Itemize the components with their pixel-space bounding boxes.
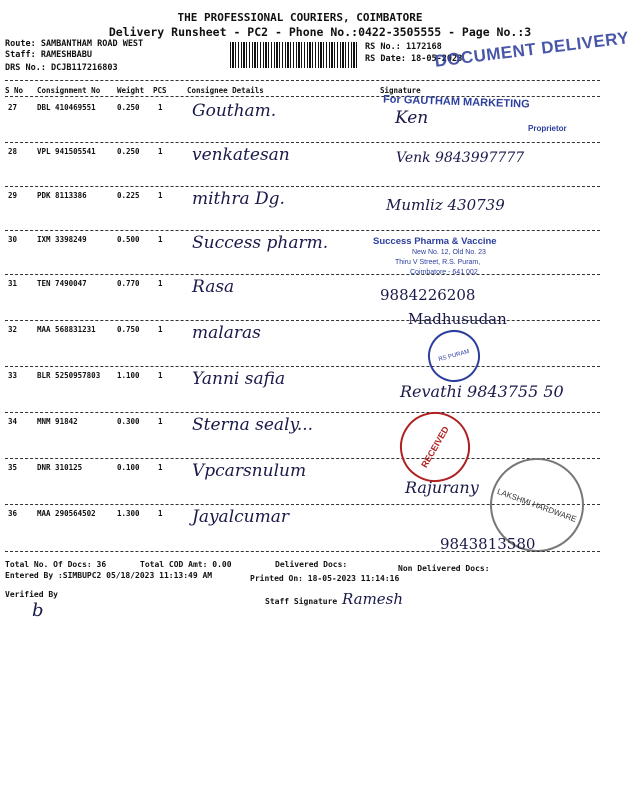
- verified-signature: b: [32, 600, 44, 621]
- row-weight: 1.100: [117, 371, 140, 380]
- document-delivery-stamp: DOCUMENT DELIVERY: [433, 28, 630, 71]
- col-consignment: Consignment No: [37, 86, 101, 95]
- success-pharma-address3: Coimbatore - 641 002: [410, 269, 478, 276]
- printed-on: Printed On: 18-05-2023 11:14:16: [250, 574, 400, 583]
- row-consignment-no: DBL 410469551: [37, 103, 96, 112]
- total-docs: Total No. Of Docs: 36: [5, 560, 107, 569]
- success-pharma-address2: Thiru V Street, R.S. Puram,: [395, 259, 481, 266]
- signature-31-name: Madhusudan: [408, 310, 507, 328]
- round-stamp-32: RS PURAM: [422, 324, 486, 388]
- row-sno: 33: [8, 371, 18, 380]
- row-pcs: 1: [158, 417, 163, 426]
- row-weight: 0.100: [117, 463, 140, 472]
- drs-label: DRS No.: DCJB117216803: [5, 63, 118, 73]
- received-stamp: RECEIVED: [387, 399, 483, 495]
- row-divider: [5, 366, 600, 367]
- verified-by: Verified By: [5, 590, 58, 599]
- row-sno: 35: [8, 463, 18, 472]
- divider: [5, 96, 600, 97]
- row-sno: 34: [8, 417, 18, 426]
- row-consignment-no: DNR 310125: [37, 463, 83, 472]
- signature-28: Venk 9843997777: [396, 150, 525, 166]
- row-consignment-no: PDK 8113386: [37, 191, 87, 200]
- row-sno: 31: [8, 279, 18, 288]
- row-pcs: 1: [158, 463, 163, 472]
- entered-by: Entered By :SIMBUPC2 05/18/2023 11:13:49 AM: [5, 571, 213, 580]
- row-consignment-no: TEN 7490047: [37, 279, 87, 288]
- col-signature: Signature: [380, 86, 421, 95]
- row-divider: [5, 186, 600, 187]
- row-sno: 29: [8, 191, 18, 200]
- success-pharma-stamp: Success Pharma & Vaccine: [373, 236, 497, 247]
- row-consignment-no: MAA 290564502: [37, 509, 96, 518]
- row-consignee-handwritten: Sterna sealy...: [192, 415, 314, 435]
- row-weight: 0.770: [117, 279, 140, 288]
- row-pcs: 1: [158, 191, 163, 200]
- row-pcs: 1: [158, 509, 163, 518]
- row-consignment-no: MAA 568831231: [37, 325, 96, 334]
- company-title: THE PROFESSIONAL COURIERS, COIMBATORE: [177, 11, 423, 24]
- runsheet-subtitle: Delivery Runsheet - PC2 - Phone No.:0422-3505555 - Page No.:3: [108, 25, 532, 39]
- row-sno: 30: [8, 235, 18, 244]
- success-pharma-address1: New No. 12, Old No. 23: [412, 249, 486, 256]
- lakshmi-hardware-stamp: LAKSHMI HARDWARE: [477, 445, 597, 565]
- row-weight: 0.250: [117, 147, 140, 156]
- delivered-docs: Delivered Docs:: [275, 560, 348, 569]
- staff-label: Staff: RAMESHBABU: [5, 50, 92, 60]
- row-sno: 32: [8, 325, 18, 334]
- col-pcs: PCS: [153, 86, 167, 95]
- signature-27: Ken: [395, 108, 429, 128]
- row-consignee-handwritten: Jayalcumar: [192, 507, 289, 527]
- rs-date: RS Date: 18-05-2023: [365, 54, 463, 64]
- row-weight: 0.250: [117, 103, 140, 112]
- row-sno: 28: [8, 147, 18, 156]
- row-weight: 0.500: [117, 235, 140, 244]
- col-weight: Weight: [117, 86, 145, 95]
- signature-35: Rajurany: [405, 478, 479, 497]
- row-pcs: 1: [158, 371, 163, 380]
- row-pcs: 1: [158, 147, 163, 156]
- row-consignment-no: VPL 941505541: [37, 147, 96, 156]
- barcode: [230, 42, 358, 68]
- rs-no: RS No.: 1172168: [365, 42, 442, 52]
- signature-29: Mumliz 430739: [386, 196, 505, 214]
- signature-33: Revathi 9843755 50: [400, 382, 564, 401]
- divider: [5, 551, 600, 552]
- non-delivered-docs: Non Delivered Docs:: [398, 564, 490, 573]
- row-pcs: 1: [158, 103, 163, 112]
- row-weight: 1.300: [117, 509, 140, 518]
- staff-signature: Ramesh: [342, 590, 404, 608]
- row-divider: [5, 458, 600, 459]
- col-sno: S No: [5, 86, 24, 95]
- row-consignee-handwritten: malaras: [192, 323, 261, 343]
- signature-36: 9843813580: [440, 535, 536, 553]
- row-consignee-handwritten: venkatesan: [192, 145, 290, 165]
- divider: [5, 80, 600, 81]
- row-divider: [5, 230, 600, 231]
- row-consignee-handwritten: Vpcarsnulum: [192, 461, 307, 481]
- col-consignee: Consignee Details: [187, 86, 264, 95]
- row-consignee-handwritten: Success pharm.: [192, 233, 329, 253]
- staff-signature-label: Staff Signature: [265, 597, 338, 606]
- row-pcs: 1: [158, 235, 163, 244]
- row-weight: 0.300: [117, 417, 140, 426]
- row-pcs: 1: [158, 279, 163, 288]
- row-sno: 27: [8, 103, 18, 112]
- proprietor-label: Proprietor: [528, 124, 567, 133]
- row-consignment-no: IXM 3398249: [37, 235, 87, 244]
- row-divider: [5, 412, 600, 413]
- row-consignee-handwritten: Rasa: [192, 277, 235, 297]
- total-cod: Total COD Amt: 0.00: [140, 560, 232, 569]
- row-divider: [5, 274, 600, 275]
- row-consignment-no: BLR 5250957803: [37, 371, 101, 380]
- row-consignee-handwritten: Yanni safia: [192, 369, 286, 389]
- row-weight: 0.750: [117, 325, 140, 334]
- signature-31-phone: 9884226208: [380, 286, 476, 304]
- row-sno: 36: [8, 509, 18, 518]
- route-label: Route: SAMBANTHAM ROAD WEST: [5, 39, 144, 49]
- row-consignment-no: MNM 91842: [37, 417, 78, 426]
- row-consignee-handwritten: mithra Dg.: [192, 189, 285, 209]
- row-divider: [5, 320, 600, 321]
- row-divider: [5, 142, 600, 143]
- row-pcs: 1: [158, 325, 163, 334]
- row-consignee-handwritten: Goutham.: [192, 101, 277, 121]
- gautham-marketing-stamp: For GAUTHAM MARKETING: [382, 93, 530, 111]
- row-weight: 0.225: [117, 191, 140, 200]
